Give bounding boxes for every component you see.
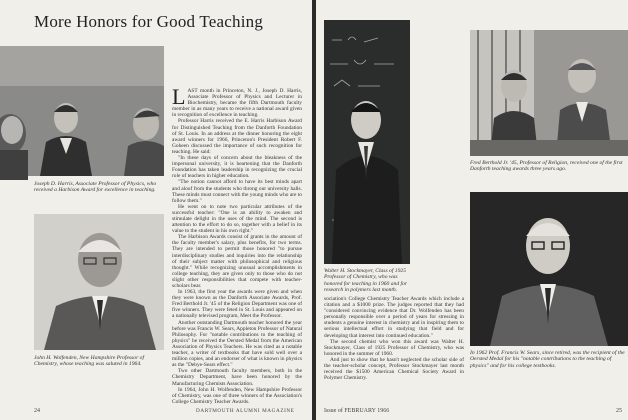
- issue-line: Issue of FEBRUARY 1966: [324, 408, 390, 414]
- harris-photo: [0, 46, 164, 176]
- stockmayer-photo-image: [324, 20, 410, 264]
- article-paragraph: "In these days of concern about the bleakness of the impersonal university, it is heartening that the Danforth Foundation has taken leadership in recognizing the crucial role of teachers in higher education.: [172, 155, 302, 180]
- sears-caption: In 1962 Prof. Francis W. Sears, since retired, was the recipient of the Oersted Medal for his "notable contributions to the teaching of physics" and for his college textbooks.: [470, 350, 625, 369]
- article-paragraph-text: AST month in Princeton, N. J., Joseph D. Harris, Associate Professor of Physics and Lecturer in Biochemistry, became the fifth Dartmouth faculty member in as many years to receive a national award given in recognition of excellence in teaching.: [172, 88, 302, 119]
- article-paragraph: [172, 84, 302, 119]
- article-paragraph: "The notion cannot afford to have its best minds apart and aloof from the students who throng our university halls. These minds must connect with the young minds who are to follow them.": [172, 179, 302, 204]
- article-paragraph: The Harbison Awards consist of grants in the amount of the faculty member's salary, plus benefits, for two terms. They are intended to permit those honored "to pursue interdisciplinary studies and inquiries into the relationship of their subject matter with philosophical and religious thought." While recognizing unusual accomplishments in college teaching, they are given only to those who do not slight other responsibilities that compete with teacher-scholars bear.: [172, 234, 302, 289]
- berthold-photo-image: [470, 30, 628, 156]
- article-paragraph: The second chemist who won this award was Walter H. Stockmayer, Class of 1925 Professor of Chemistry, who was honored in the summer of 1960.: [324, 338, 464, 357]
- article-paragraph: Two other Dartmouth faculty members, both in the Chemistry Department, have been honored by the Manufacturing Chemists Association.: [172, 368, 302, 387]
- page-number-right: 25: [616, 408, 622, 414]
- wolfenden-caption: John H. Wolfenden, New Hampshire Professor of Chemistry, whose teaching was saluted in 1964.: [34, 355, 145, 368]
- wolfenden-photo: [34, 214, 164, 350]
- article-paragraph: He went on to note two particular attributes of the successful teacher: "One is an ability to awaken and stimulate delight in the uses of the mind. The second is attention to the effort to do so, together with a belief in its value to the student in his own right.": [172, 203, 302, 235]
- article-paragraph: Professor Harris received the E. Harris Harbison Award for Distinguished Teaching from the Danforth Foundation of St. Louis. In an address at the dinner honoring the eight award winners for 1966, Princeton's President Robert F. Goheen discussed the importance of such recognition for teaching. He said:: [172, 118, 302, 155]
- berthold-caption: Fred Berthold Jr. '45, Professor of Religion, received one of the first Danforth teaching awards three years ago.: [470, 160, 623, 173]
- article-paragraph: In 1964, John H. Wolfenden, New Hampshire Professor of Chemistry, was one of three winners of the Association's College Chemistry Teacher Awards.: [172, 386, 302, 405]
- harris-photo-image: [0, 46, 164, 176]
- article-body-right: [324, 296, 464, 404]
- stockmayer-photo: [324, 20, 410, 264]
- article-paragraph: Another outstanding Dartmouth teacher honored the year before was Francis W. Sears, Appleton Professor of Natural Philosophy. For "notable contributions to the teaching of physics" he received the Oersted Medal from the American Association of Physics Teachers. He was cited as a notable teacher, a writer of textbooks that have sold well over a million copies, and an endorser of what is known in physics as the "Debye-Sears effect.": [172, 319, 302, 369]
- article-paragraph: And just to show that he hasn't neglected the scholar side of the teacher-scholar concept, Professor Stockmayer last month received the $1500 American Chemical Society Award in Polymer Chemistry.: [324, 356, 464, 382]
- page-title: More Honors for Good Teaching: [34, 12, 264, 31]
- right-page: [316, 0, 628, 420]
- stockmayer-caption: Walter H. Stockmayer, Class of 1925 Professor of Chemistry, who was honored for teaching in 1960 and for research in polymers last month.: [324, 268, 408, 293]
- sears-photo: [470, 192, 628, 346]
- article-paragraph: sociation's College Chemistry Teacher Awards which include a citation and a $1000 prize. The judges reported that they had "considered convincing evidence that Dr. Wolfenden has been personally responsible over a period of years for stressing in students a genuine interest in chemistry and in inspiring them to serious intellectual effort in studying that field and for developing that interest into continued education.": [324, 296, 464, 339]
- running-foot: DARTMOUTH ALUMNI MAGAZINE: [196, 408, 295, 414]
- berthold-photo: [470, 30, 628, 156]
- harris-caption: Joseph D. Harris, Associate Professor of Physics, who received a Harbison Award for excellence in teaching.: [34, 181, 157, 194]
- sears-photo-image: [470, 192, 628, 346]
- article-body-left: [172, 84, 302, 405]
- left-page: [0, 0, 312, 420]
- page-number-left: 24: [34, 408, 40, 414]
- article-paragraph: In 1963, the first year the awards were given and when they were known as the Danforth Associate Awards, Prof. Fred Berthold Jr. '45 of the Religion Department was one of five winners. They were feted in St. Louis and appeared on a nationally televised program, Meet the Professor.: [172, 289, 302, 320]
- wolfenden-photo-image: [34, 214, 164, 350]
- drop-cap: L: [172, 84, 186, 109]
